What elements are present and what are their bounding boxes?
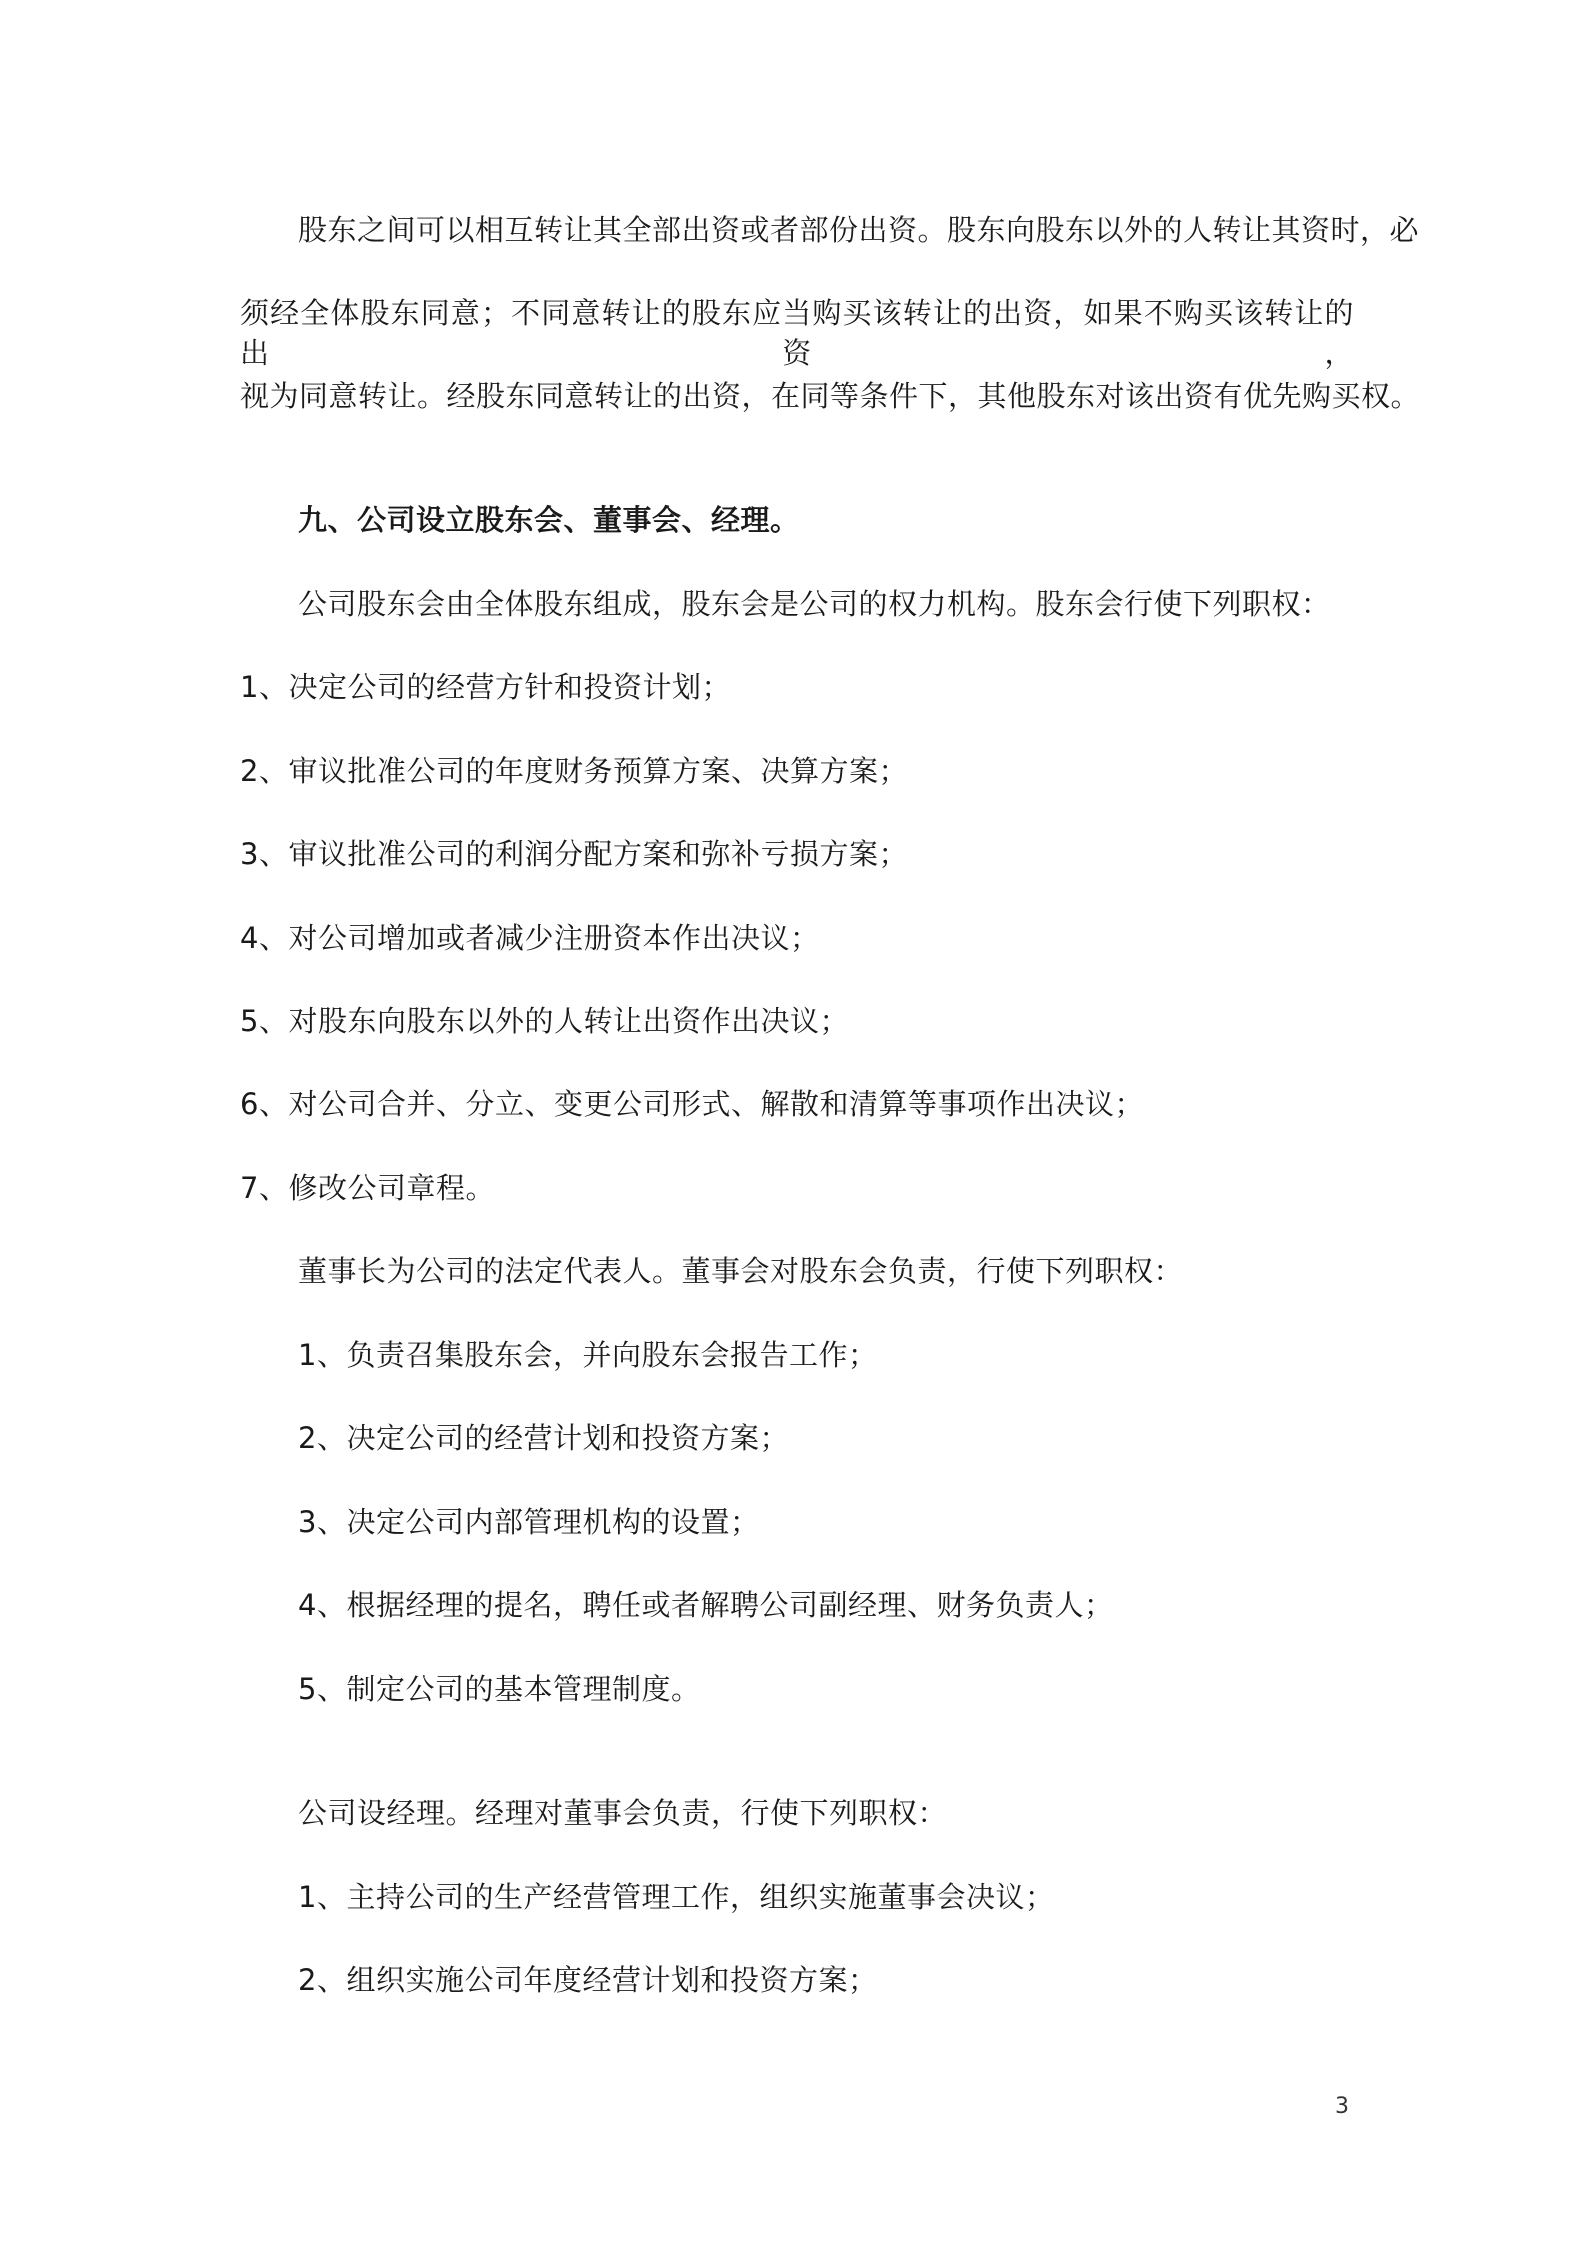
list-item: 2、组织实施公司年度经营计划和投资方案；	[298, 1963, 878, 1997]
list-item: 4、根据经理的提名，聘任或者解聘公司副经理、财务负责人；	[298, 1588, 1114, 1622]
list-item: 3、审议批准公司的利润分配方案和弥补亏损方案；	[240, 837, 908, 871]
page-number: 3	[1335, 2094, 1349, 2119]
list-item: 1、负责召集股东会，并向股东会报告工作；	[298, 1338, 878, 1372]
shareholders-intro: 公司股东会由全体股东组成，股东会是公司的权力机构。股东会行使下列职权：	[298, 587, 1331, 621]
list-item: 4、对公司增加或者减少注册资本作出决议；	[240, 921, 820, 955]
list-item: 1、主持公司的生产经营管理工作，组织实施董事会决议；	[298, 1880, 1055, 1914]
list-item: 2、审议批准公司的年度财务预算方案、决算方案；	[240, 754, 908, 788]
board-intro: 董事长为公司的法定代表人。董事会对股东会负责，行使下列职权：	[298, 1254, 1184, 1288]
transfer-paragraph-line-1: 股东之间可以相互转让其全部出资或者部份出资。股东向股东以外的人转让其资时，必	[298, 213, 1420, 247]
list-item: 7、修改公司章程。	[240, 1171, 495, 1205]
list-item: 2、决定公司的经营计划和投资方案；	[298, 1421, 789, 1455]
list-item: 5、对股东向股东以外的人转让出资作出决议；	[240, 1004, 849, 1038]
manager-intro: 公司设经理。经理对董事会负责，行使下列职权：	[298, 1796, 948, 1830]
transfer-paragraph-line-2: 须经全体股东同意；不同意转让的股东应当购买该转让的出资，如果不购买该转让的出资，	[240, 296, 1354, 370]
list-item: 1、决定公司的经营方针和投资计划；	[240, 670, 731, 704]
transfer-paragraph-line-3: 视为同意转让。经股东同意转让的出资，在同等条件下，其他股东对该出资有优先购买权。	[240, 379, 1421, 413]
list-item: 6、对公司合并、分立、变更公司形式、解散和清算等事项作出决议；	[240, 1087, 1144, 1121]
list-item: 3、决定公司内部管理机构的设置；	[298, 1505, 760, 1539]
section-heading: 九、公司设立股东会、董事会、经理。	[298, 503, 800, 537]
list-item: 5、制定公司的基本管理制度。	[298, 1672, 701, 1706]
